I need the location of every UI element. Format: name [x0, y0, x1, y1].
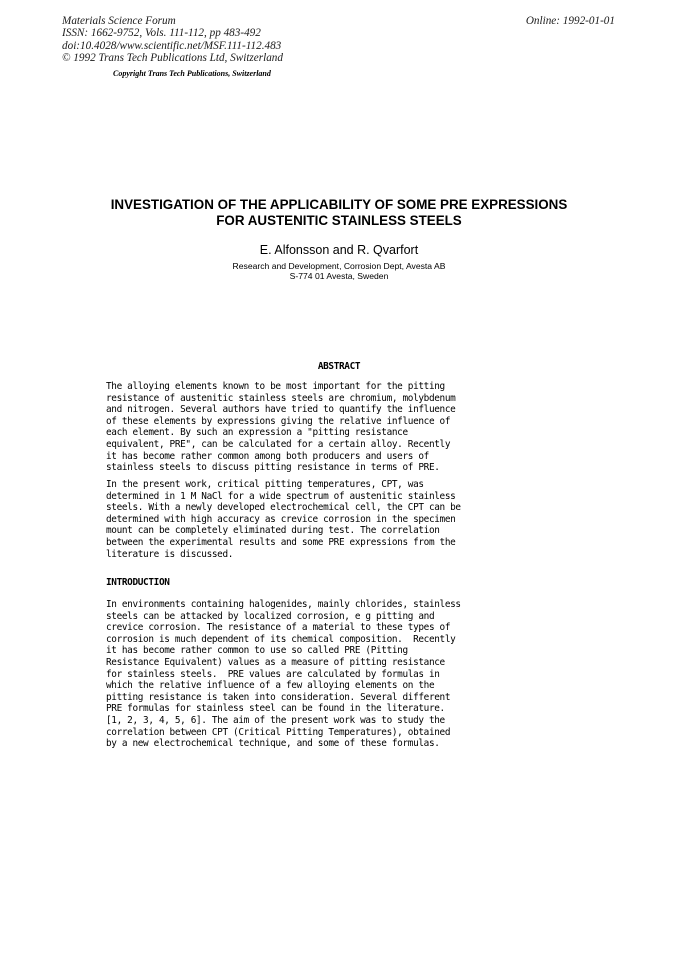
journal-doi: doi:10.4028/www.scientific.net/MSF.111-112.483: [62, 39, 282, 52]
abstract-paragraph-1: [106, 381, 576, 474]
affiliation-line-1: Research and Development, Corrosion Dept, Avesta AB: [232, 261, 446, 271]
introduction-heading: INTRODUCTION: [106, 577, 170, 588]
text-line: correlation between CPT (Critical Pitting Temperatures), obtained: [106, 726, 451, 738]
text-line: steels can be attacked by localized corrosion, e g pitting and: [106, 610, 435, 622]
text-line: literature is discussed.: [106, 548, 234, 560]
text-line: [1, 2, 3, 4, 5, 6]. The aim of the present work was to study the: [106, 714, 445, 726]
text-line: Resistance Equivalent) values as a measure of pitting resistance: [106, 656, 445, 668]
journal-copyright: © 1992 Trans Tech Publications Ltd, Switzerland: [62, 51, 283, 64]
text-line: corrosion is much dependent of its chemical composition. Recently: [106, 633, 456, 645]
text-line: mount can be completely eliminated during test. The correlation: [106, 525, 440, 537]
text-line: determined in 1 M NaCl for a wide spectrum of austenitic stainless: [106, 490, 456, 502]
text-line: pitting resistance is taken into consideration. Several different: [106, 691, 451, 703]
abstract-heading: ABSTRACT: [317, 361, 361, 372]
text-line: by a new electrochemical technique, and some of these formulas.: [106, 738, 440, 750]
text-line: In the present work, critical pitting temperatures, CPT, was: [106, 479, 424, 490]
text-line: resistance of austenitic stainless steels are chromium, molybdenum: [106, 392, 456, 404]
text-line: between the experimental results and some PRE expressions from the: [106, 536, 456, 548]
abstract-paragraph-2: [106, 479, 576, 560]
text-line: each element. By such an expression a "pitting resistance: [106, 427, 408, 439]
text-line: steels. With a newly developed electrochemical cell, the CPT can be: [106, 502, 461, 514]
paper-title: [60, 197, 618, 229]
text-line: which the relative influence of a few alloying elements on the: [106, 680, 435, 692]
text-line: and nitrogen. Several authors have tried to quantify the influence: [106, 404, 456, 416]
affiliation-line-2: S-774 01 Avesta, Sweden: [289, 271, 389, 282]
text-line: The alloying elements known to be most important for the pitting: [106, 381, 445, 392]
text-line: it has become rather common among both producers and users of: [106, 450, 429, 462]
paper-title-line-2: FOR AUSTENITIC STAINLESS STEELS: [216, 213, 462, 228]
journal-issn: ISSN: 1662-9752, Vols. 111-112, pp 483-492: [62, 27, 261, 40]
paper-title-line-1: INVESTIGATION OF THE APPLICABILITY OF SOME PRE EXPRESSIONS: [110, 197, 568, 212]
journal-citation: [62, 15, 283, 64]
author-affiliation: [60, 261, 618, 282]
text-line: it has become rather common to use so called PRE (Pitting: [106, 645, 408, 657]
journal-name: Materials Science Forum: [62, 15, 176, 27]
text-line: stainless steels to discuss pitting resistance in terms of PRE.: [106, 462, 440, 474]
introduction-paragraph-1: [106, 599, 576, 750]
text-line: of these elements by expressions giving the relative influence of: [106, 415, 451, 427]
text-line: crevice corrosion. The resistance of a material to these types of: [106, 622, 451, 634]
online-date: Online: 1992-01-01: [525, 15, 615, 27]
paper-authors: E. Alfonsson and R. Qvarfort: [259, 243, 419, 257]
text-line: for stainless steels. PRE values are calculated by formulas in: [106, 668, 440, 680]
text-line: PRE formulas for stainless steel can be found in the literature.: [106, 703, 445, 715]
text-line: In environments containing halogenides, mainly chlorides, stainless: [106, 599, 461, 610]
text-line: determined with high accuracy as crevice corrosion in the specimen: [106, 513, 456, 525]
copyright-notice: Copyright Trans Tech Publications, Switzerland: [113, 69, 271, 78]
text-line: equivalent, PRE", can be calculated for a certain alloy. Recently: [106, 438, 451, 450]
